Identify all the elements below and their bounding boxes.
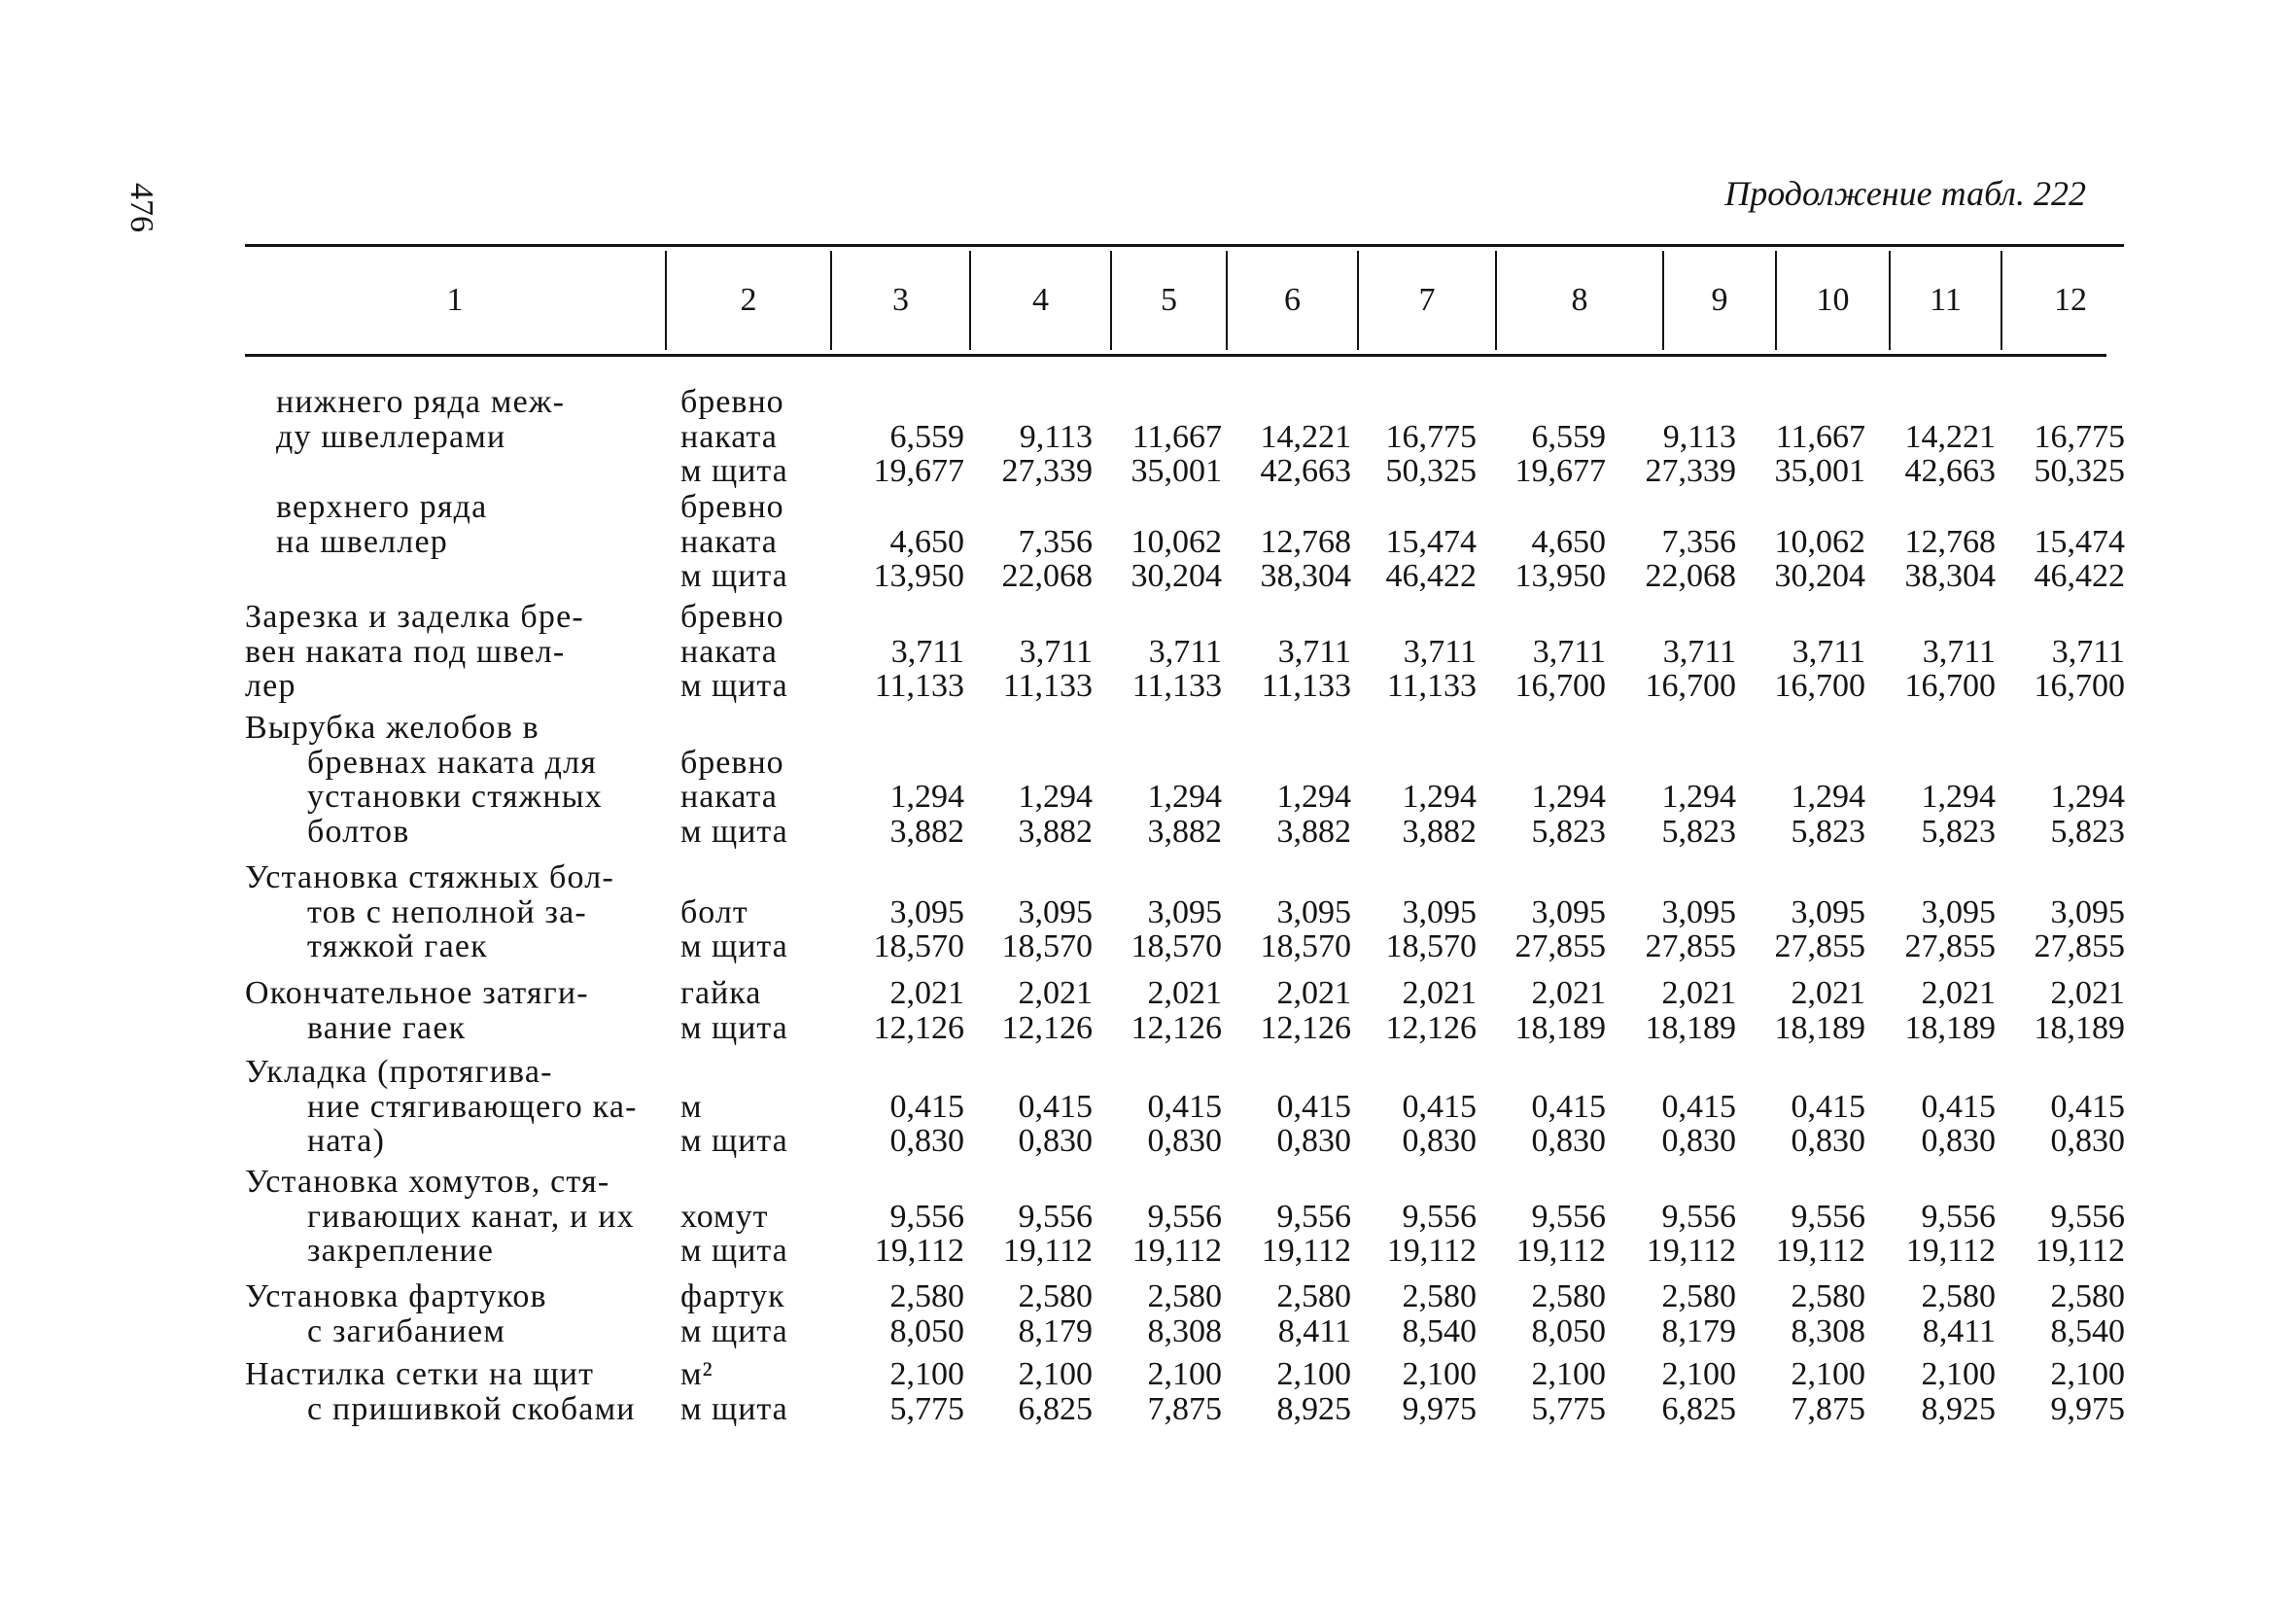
value-cell: 2,580 xyxy=(1276,1278,1351,1314)
value-cell: 19,677 xyxy=(873,453,964,490)
unit-cell: бревно xyxy=(680,744,784,781)
value-cell: 8,540 xyxy=(2050,1312,2125,1349)
value-cell: 18,189 xyxy=(1645,1009,1736,1046)
value-cell: 10,062 xyxy=(1774,523,1865,560)
value-cell: 3,095 xyxy=(1791,893,1865,930)
value-cell: 2,100 xyxy=(1791,1356,1865,1392)
value-cell: 5,823 xyxy=(1791,813,1865,850)
value-cell: 16,775 xyxy=(1385,418,1477,455)
value-cell: 18,570 xyxy=(873,928,964,965)
value-cell: 3,882 xyxy=(1018,813,1093,850)
value-cell: 3,711 xyxy=(890,633,964,670)
value-cell: 2,021 xyxy=(1531,975,1606,1011)
value-cell: 3,882 xyxy=(1147,813,1222,850)
unit-cell: фартук xyxy=(680,1278,785,1314)
header-cell: 10 xyxy=(1816,282,1850,318)
value-cell: 2,580 xyxy=(889,1278,964,1314)
value-cell: 3,095 xyxy=(889,893,964,930)
value-cell: 2,021 xyxy=(1791,975,1865,1011)
value-cell: 11,667 xyxy=(1131,418,1222,455)
value-cell: 5,823 xyxy=(1661,813,1736,850)
value-cell: 0,830 xyxy=(1276,1123,1351,1160)
value-cell: 5,823 xyxy=(2050,813,2125,850)
value-cell: 2,580 xyxy=(1531,1278,1606,1314)
value-cell: 12,768 xyxy=(1904,523,1996,560)
unit-cell: наката xyxy=(680,779,778,816)
value-cell: 12,126 xyxy=(873,1009,964,1046)
row-description-line: нижнего ряда меж- xyxy=(276,384,566,420)
value-cell: 8,050 xyxy=(889,1312,964,1349)
value-cell: 8,411 xyxy=(1277,1312,1351,1349)
row-description-line: лер xyxy=(245,668,296,705)
value-cell: 8,925 xyxy=(1921,1390,1996,1427)
value-cell: 16,775 xyxy=(2034,418,2125,455)
value-cell: 9,556 xyxy=(1791,1198,1865,1235)
unit-cell: м щита xyxy=(680,1123,788,1160)
value-cell: 18,570 xyxy=(1001,928,1093,965)
table-header-rule xyxy=(245,354,2106,357)
row-description-line: на швеллер xyxy=(276,523,448,560)
value-cell: 22,068 xyxy=(1645,558,1736,595)
value-cell: 0,415 xyxy=(889,1088,964,1125)
value-cell: 2,580 xyxy=(1147,1278,1222,1314)
value-cell: 5,823 xyxy=(1531,813,1606,850)
unit-cell: м щита xyxy=(680,453,788,490)
value-cell: 8,308 xyxy=(1147,1312,1222,1349)
value-cell: 11,667 xyxy=(1775,418,1865,455)
table-top-rule xyxy=(245,244,2124,247)
unit-cell: м щита xyxy=(680,558,788,595)
value-cell: 6,825 xyxy=(1018,1390,1093,1427)
row-description-line: болтов xyxy=(307,813,410,850)
value-cell: 19,112 xyxy=(1515,1233,1606,1270)
value-cell: 0,830 xyxy=(1402,1123,1477,1160)
value-cell: 0,830 xyxy=(889,1123,964,1160)
value-cell: 9,556 xyxy=(889,1198,964,1235)
value-cell: 8,179 xyxy=(1661,1312,1736,1349)
value-cell: 3,711 xyxy=(1277,633,1351,670)
value-cell: 27,855 xyxy=(2034,928,2125,965)
value-cell: 27,855 xyxy=(1645,928,1736,965)
row-description-line: ду швеллерами xyxy=(276,418,506,455)
value-cell: 8,925 xyxy=(1276,1390,1351,1427)
unit-cell: м щита xyxy=(680,813,788,850)
value-cell: 12,126 xyxy=(1131,1009,1222,1046)
value-cell: 9,556 xyxy=(1661,1198,1736,1235)
value-cell: 22,068 xyxy=(1001,558,1093,595)
value-cell: 1,294 xyxy=(1531,779,1606,816)
value-cell: 0,830 xyxy=(1531,1123,1606,1160)
value-cell: 5,775 xyxy=(889,1390,964,1427)
value-cell: 15,474 xyxy=(1385,523,1477,560)
value-cell: 1,294 xyxy=(1018,779,1093,816)
header-cell: 6 xyxy=(1284,282,1301,318)
unit-cell: м² xyxy=(680,1356,713,1392)
value-cell: 18,189 xyxy=(1774,1009,1865,1046)
header-cell: 8 xyxy=(1571,282,1588,318)
value-cell: 19,112 xyxy=(874,1233,964,1270)
value-cell: 2,021 xyxy=(889,975,964,1011)
value-cell: 3,711 xyxy=(1403,633,1477,670)
value-cell: 18,570 xyxy=(1260,928,1351,965)
value-cell: 0,830 xyxy=(2050,1123,2125,1160)
value-cell: 0,415 xyxy=(1018,1088,1093,1125)
value-cell: 1,294 xyxy=(1661,779,1736,816)
value-cell: 2,100 xyxy=(1018,1356,1093,1392)
row-description-line: вание гаек xyxy=(307,1009,467,1046)
value-cell: 2,580 xyxy=(1661,1278,1736,1314)
value-cell: 2,021 xyxy=(1147,975,1222,1011)
value-cell: 8,308 xyxy=(1791,1312,1865,1349)
value-cell: 0,415 xyxy=(1276,1088,1351,1125)
value-cell: 0,830 xyxy=(1661,1123,1736,1160)
value-cell: 38,304 xyxy=(1260,558,1351,595)
value-cell: 2,021 xyxy=(2050,975,2125,1011)
header-cell: 5 xyxy=(1161,282,1177,318)
value-cell: 19,112 xyxy=(2035,1233,2125,1270)
value-cell: 0,415 xyxy=(1531,1088,1606,1125)
value-cell: 1,294 xyxy=(1921,779,1996,816)
value-cell: 4,650 xyxy=(1531,523,1606,560)
value-cell: 3,711 xyxy=(1662,633,1736,670)
table-caption: Продолжение табл. 222 xyxy=(1724,174,2086,213)
value-cell: 38,304 xyxy=(1904,558,1996,595)
value-cell: 11,133 xyxy=(1131,668,1222,705)
unit-cell: м щита xyxy=(680,1390,788,1427)
value-cell: 0,830 xyxy=(1791,1123,1865,1160)
value-cell: 0,830 xyxy=(1921,1123,1996,1160)
value-cell: 8,411 xyxy=(1922,1312,1996,1349)
value-cell: 3,882 xyxy=(1276,813,1351,850)
value-cell: 0,415 xyxy=(1661,1088,1736,1125)
value-cell: 19,112 xyxy=(1905,1233,1996,1270)
value-cell: 3,095 xyxy=(1276,893,1351,930)
header-cell: 7 xyxy=(1418,282,1436,318)
row-description-line: установки стяжных xyxy=(307,779,603,816)
value-cell: 1,294 xyxy=(1402,779,1477,816)
value-cell: 13,950 xyxy=(873,558,964,595)
value-cell: 50,325 xyxy=(2034,453,2125,490)
unit-cell: бревно xyxy=(680,599,784,635)
value-cell: 7,875 xyxy=(1791,1390,1865,1427)
value-cell: 12,126 xyxy=(1385,1009,1477,1046)
value-cell: 2,021 xyxy=(1921,975,1996,1011)
value-cell: 35,001 xyxy=(1131,453,1222,490)
value-cell: 5,823 xyxy=(1921,813,1996,850)
unit-cell: м щита xyxy=(680,668,788,705)
value-cell: 3,711 xyxy=(1922,633,1996,670)
value-cell: 35,001 xyxy=(1774,453,1865,490)
value-cell: 2,580 xyxy=(1921,1278,1996,1314)
row-description-line: Установка хомутов, стя- xyxy=(245,1164,610,1200)
row-description-line: ние стягивающего ка- xyxy=(307,1088,638,1125)
value-cell: 18,570 xyxy=(1385,928,1477,965)
value-cell: 7,875 xyxy=(1147,1390,1222,1427)
row-description-line: Зарезка и заделка бре- xyxy=(245,599,584,635)
row-description-line: верхнего ряда xyxy=(276,489,488,525)
value-cell: 2,100 xyxy=(1531,1356,1606,1392)
value-cell: 27,855 xyxy=(1774,928,1865,965)
row-description-line: Вырубка желобов в xyxy=(245,710,539,746)
row-description-line: с пришивкой скобами xyxy=(307,1390,636,1427)
value-cell: 2,021 xyxy=(1402,975,1477,1011)
row-description-line: тов с неполной за- xyxy=(307,893,587,930)
value-cell: 27,855 xyxy=(1514,928,1606,965)
value-cell: 8,050 xyxy=(1531,1312,1606,1349)
unit-cell: бревно xyxy=(680,489,784,525)
row-description-line: закрепление xyxy=(307,1233,495,1270)
value-cell: 2,100 xyxy=(1402,1356,1477,1392)
row-description-line: ната) xyxy=(307,1123,386,1160)
value-cell: 2,021 xyxy=(1018,975,1093,1011)
value-cell: 9,556 xyxy=(1402,1198,1477,1235)
value-cell: 27,339 xyxy=(1001,453,1093,490)
value-cell: 1,294 xyxy=(1791,779,1865,816)
value-cell: 3,095 xyxy=(1402,893,1477,930)
unit-cell: м щита xyxy=(680,1233,788,1270)
value-cell: 6,559 xyxy=(889,418,964,455)
value-cell: 0,415 xyxy=(1791,1088,1865,1125)
value-cell: 2,100 xyxy=(889,1356,964,1392)
value-cell: 9,556 xyxy=(1531,1198,1606,1235)
value-cell: 1,294 xyxy=(1276,779,1351,816)
value-cell: 19,112 xyxy=(1646,1233,1736,1270)
header-cell: 4 xyxy=(1032,282,1049,318)
value-cell: 2,580 xyxy=(1402,1278,1477,1314)
value-cell: 0,415 xyxy=(1147,1088,1222,1125)
value-cell: 16,700 xyxy=(1514,668,1606,705)
header-cell: 3 xyxy=(892,282,909,318)
value-cell: 3,711 xyxy=(2051,633,2125,670)
value-cell: 1,294 xyxy=(2050,779,2125,816)
value-cell: 13,950 xyxy=(1514,558,1606,595)
row-description-line: Укладка (протягива- xyxy=(245,1054,553,1090)
row-description-line: бревнах наката для xyxy=(307,744,598,781)
unit-cell: наката xyxy=(680,633,778,670)
value-cell: 3,711 xyxy=(1148,633,1222,670)
value-cell: 2,021 xyxy=(1661,975,1736,1011)
value-cell: 19,112 xyxy=(1131,1233,1222,1270)
value-cell: 0,415 xyxy=(2050,1088,2125,1125)
value-cell: 8,540 xyxy=(1402,1312,1477,1349)
unit-cell: наката xyxy=(680,418,778,455)
row-description-line: Установка стяжных бол- xyxy=(245,859,614,895)
header-cell: 1 xyxy=(446,282,464,318)
value-cell: 16,700 xyxy=(2034,668,2125,705)
value-cell: 11,133 xyxy=(1002,668,1093,705)
value-cell: 30,204 xyxy=(1131,558,1222,595)
value-cell: 46,422 xyxy=(2034,558,2125,595)
value-cell: 12,126 xyxy=(1001,1009,1093,1046)
unit-cell: м щита xyxy=(680,1312,788,1349)
value-cell: 0,415 xyxy=(1921,1088,1996,1125)
value-cell: 9,556 xyxy=(1276,1198,1351,1235)
value-cell: 3,711 xyxy=(1019,633,1093,670)
value-cell: 9,975 xyxy=(2050,1390,2125,1427)
value-cell: 3,095 xyxy=(1018,893,1093,930)
unit-cell: болт xyxy=(680,893,748,930)
header-cell: 11 xyxy=(1930,282,1962,318)
header-cell: 2 xyxy=(740,282,757,318)
value-cell: 0,830 xyxy=(1147,1123,1222,1160)
value-cell: 1,294 xyxy=(889,779,964,816)
row-description-line: с загибанием xyxy=(307,1312,506,1349)
unit-cell: гайка xyxy=(680,975,762,1011)
page-number: 476 xyxy=(123,183,159,232)
value-cell: 3,095 xyxy=(2050,893,2125,930)
value-cell: 2,100 xyxy=(1661,1356,1736,1392)
value-cell: 14,221 xyxy=(1260,418,1351,455)
value-cell: 3,711 xyxy=(1792,633,1865,670)
value-cell: 2,100 xyxy=(1276,1356,1351,1392)
value-cell: 9,556 xyxy=(2050,1198,2125,1235)
value-cell: 14,221 xyxy=(1904,418,1996,455)
unit-cell: м щита xyxy=(680,928,788,965)
value-cell: 2,580 xyxy=(2050,1278,2125,1314)
value-cell: 2,100 xyxy=(1921,1356,1996,1392)
value-cell: 42,663 xyxy=(1904,453,1996,490)
value-cell: 18,189 xyxy=(1904,1009,1996,1046)
unit-cell: м щита xyxy=(680,1009,788,1046)
value-cell: 18,189 xyxy=(2034,1009,2125,1046)
value-cell: 10,062 xyxy=(1131,523,1222,560)
value-cell: 7,356 xyxy=(1018,523,1093,560)
value-cell: 5,775 xyxy=(1531,1390,1606,1427)
value-cell: 9,113 xyxy=(1019,418,1093,455)
value-cell: 19,677 xyxy=(1514,453,1606,490)
row-description-line: Окончательное затяги- xyxy=(245,975,589,1011)
value-cell: 9,975 xyxy=(1402,1390,1477,1427)
value-cell: 1,294 xyxy=(1147,779,1222,816)
row-description-line: вен наката под швел- xyxy=(245,633,566,670)
unit-cell: м xyxy=(680,1088,703,1125)
value-cell: 0,415 xyxy=(1402,1088,1477,1125)
value-cell: 46,422 xyxy=(1385,558,1477,595)
value-cell: 3,095 xyxy=(1921,893,1996,930)
value-cell: 6,559 xyxy=(1531,418,1606,455)
value-cell: 3,711 xyxy=(1532,633,1606,670)
value-cell: 30,204 xyxy=(1774,558,1865,595)
value-cell: 9,556 xyxy=(1147,1198,1222,1235)
value-cell: 11,133 xyxy=(874,668,964,705)
value-cell: 3,095 xyxy=(1147,893,1222,930)
header-cell: 12 xyxy=(2054,282,2087,318)
value-cell: 3,882 xyxy=(889,813,964,850)
value-cell: 27,339 xyxy=(1645,453,1736,490)
value-cell: 50,325 xyxy=(1385,453,1477,490)
value-cell: 18,570 xyxy=(1131,928,1222,965)
value-cell: 3,095 xyxy=(1531,893,1606,930)
value-cell: 19,112 xyxy=(1002,1233,1093,1270)
value-cell: 2,580 xyxy=(1791,1278,1865,1314)
value-cell: 2,100 xyxy=(2050,1356,2125,1392)
value-cell: 7,356 xyxy=(1661,523,1736,560)
value-cell: 16,700 xyxy=(1774,668,1865,705)
value-cell: 6,825 xyxy=(1661,1390,1736,1427)
row-description-line: Установка фартуков xyxy=(245,1278,547,1314)
value-cell: 18,189 xyxy=(1514,1009,1606,1046)
value-cell: 12,126 xyxy=(1260,1009,1351,1046)
value-cell: 3,882 xyxy=(1402,813,1477,850)
header-cell: 9 xyxy=(1711,282,1728,318)
value-cell: 19,112 xyxy=(1775,1233,1865,1270)
value-cell: 9,556 xyxy=(1018,1198,1093,1235)
value-cell: 8,179 xyxy=(1018,1312,1093,1349)
value-cell: 19,112 xyxy=(1386,1233,1477,1270)
row-description-line: тяжкой гаек xyxy=(307,928,488,965)
unit-cell: бревно xyxy=(680,384,784,420)
value-cell: 2,021 xyxy=(1276,975,1351,1011)
value-cell: 0,830 xyxy=(1018,1123,1093,1160)
value-cell: 11,133 xyxy=(1386,668,1477,705)
value-cell: 3,095 xyxy=(1661,893,1736,930)
unit-cell: хомут xyxy=(680,1198,769,1235)
row-description-line: гивающих канат, и их xyxy=(307,1198,635,1235)
value-cell: 11,133 xyxy=(1261,668,1351,705)
value-cell: 15,474 xyxy=(2034,523,2125,560)
value-cell: 9,113 xyxy=(1662,418,1736,455)
value-cell: 19,112 xyxy=(1261,1233,1351,1270)
unit-cell: наката xyxy=(680,523,778,560)
value-cell: 2,580 xyxy=(1018,1278,1093,1314)
value-cell: 42,663 xyxy=(1260,453,1351,490)
value-cell: 4,650 xyxy=(889,523,964,560)
value-cell: 16,700 xyxy=(1904,668,1996,705)
value-cell: 16,700 xyxy=(1645,668,1736,705)
value-cell: 9,556 xyxy=(1921,1198,1996,1235)
value-cell: 12,768 xyxy=(1260,523,1351,560)
value-cell: 27,855 xyxy=(1904,928,1996,965)
row-description-line: Настилка сетки на щит xyxy=(245,1356,595,1392)
value-cell: 2,100 xyxy=(1147,1356,1222,1392)
